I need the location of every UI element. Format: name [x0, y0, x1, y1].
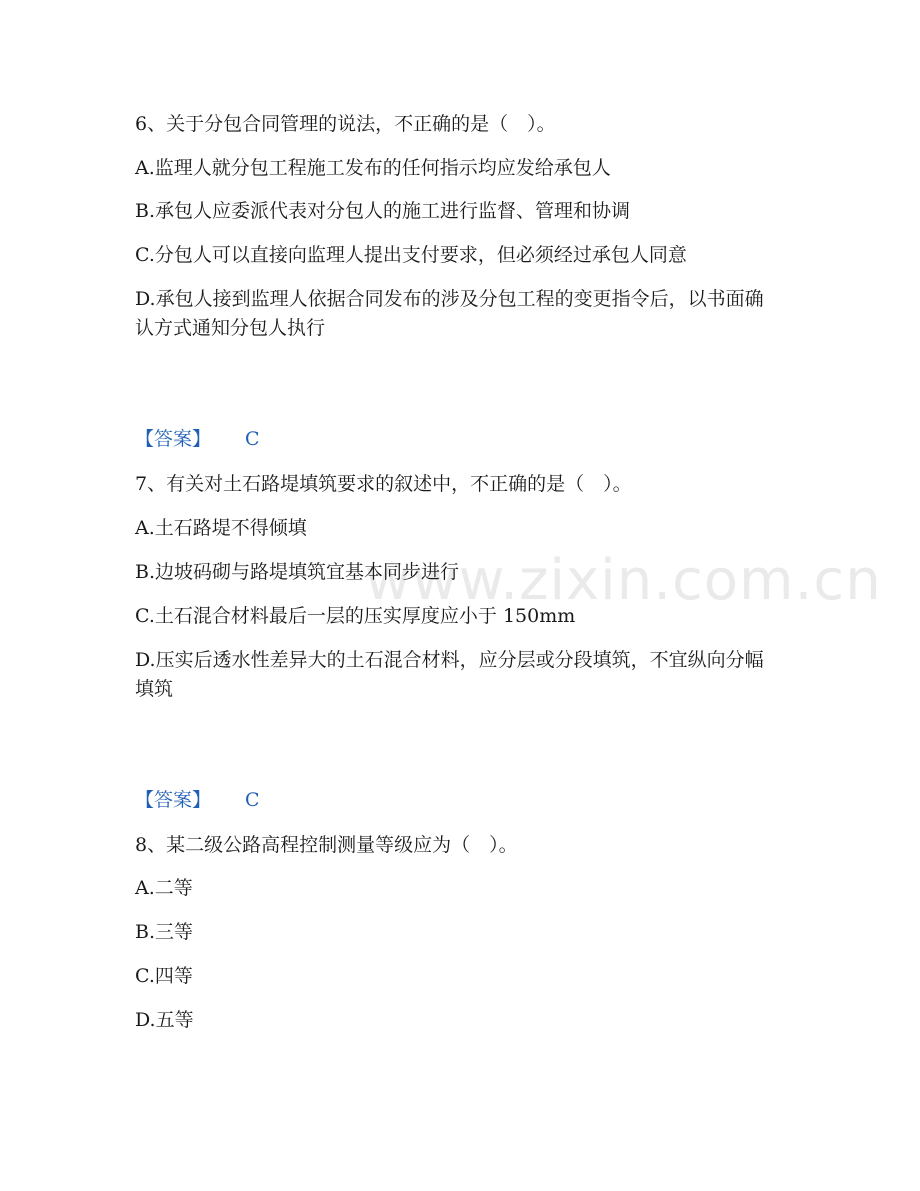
question-8-option-c: C.四等 — [135, 965, 193, 987]
question-6-option-d: D.承包人接到监理人依据合同发布的涉及分包工程的变更指令后，以书面确认方式通知分包人执行 — [135, 288, 764, 339]
answer-value: C — [245, 428, 260, 450]
question-6-option-a: A.监理人就分包工程施工发布的任何指示均应发给承包人 — [135, 157, 611, 179]
question-6-option-b: B.承包人应委派代表对分包人的施工进行监督、管理和协调 — [135, 200, 631, 222]
question-8-option-d: D.五等 — [135, 1009, 194, 1031]
question-7-option-d: D.压实后透水性差异大的土石混合材料，应分层或分段填筑，不宜纵向分幅填筑 — [135, 649, 764, 700]
answer-label: 【答案】 — [135, 428, 212, 450]
question-8-option-a: A.二等 — [135, 877, 193, 899]
question-7-stem: 7、有关对土石路堤填筑要求的叙述中，不正确的是（ ）。 — [135, 473, 632, 495]
question-7-option-c: C.土石混合材料最后一层的压实厚度应小于 150mm — [135, 605, 576, 627]
watermark: www.zixin.com.cn — [365, 548, 882, 613]
answer-label: 【答案】 — [135, 789, 212, 811]
question-7-answer — [135, 786, 260, 814]
question-8-stem: 8、某二级公路高程控制测量等级应为（ ）。 — [135, 834, 518, 856]
question-7-option-a: A.土石路堤不得倾填 — [135, 517, 307, 539]
question-6-option-c: C.分包人可以直接向监理人提出支付要求，但必须经过承包人同意 — [135, 244, 687, 266]
question-6-answer — [135, 425, 260, 453]
question-7-option-b: B.边坡码砌与路堤填筑宜基本同步进行 — [135, 561, 460, 583]
question-6-stem: 6、关于分包合同管理的说法，不正确的是（ ）。 — [135, 113, 556, 135]
question-8-option-b: B.三等 — [135, 921, 194, 943]
answer-value: C — [245, 789, 260, 811]
